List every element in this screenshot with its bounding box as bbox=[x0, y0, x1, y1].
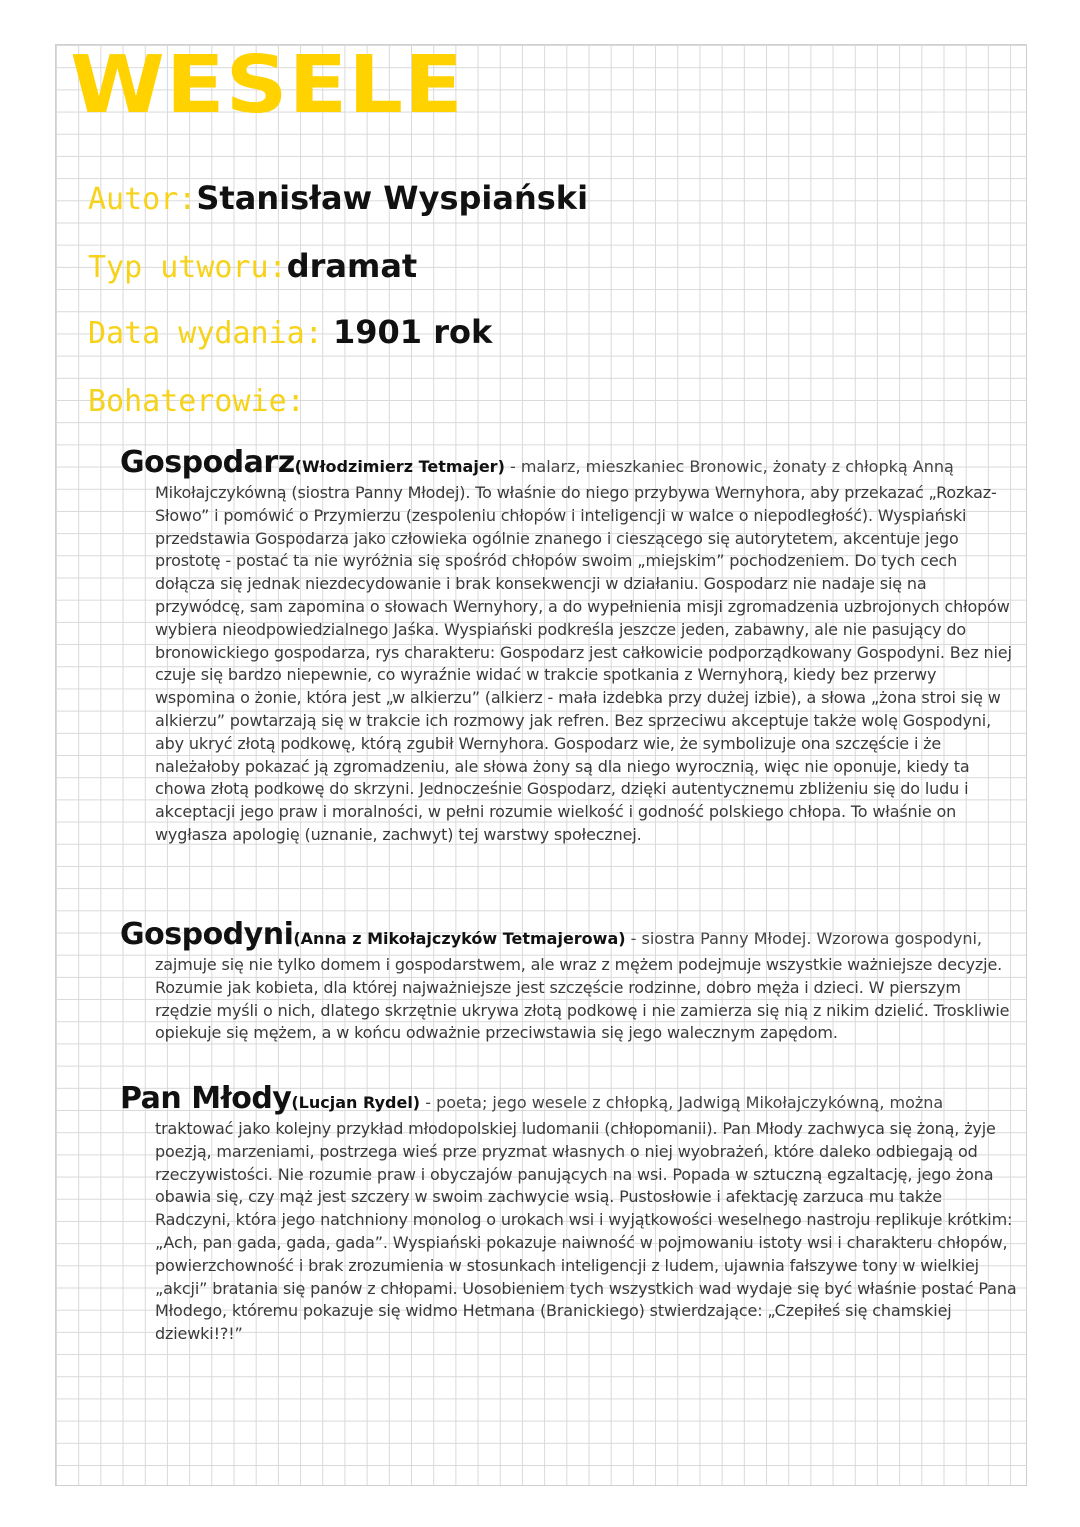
date-value: 1901 rok bbox=[332, 313, 493, 351]
character-intro: - malarz, mieszkaniec Bronowic, żonaty z chłopką Anną bbox=[504, 457, 954, 476]
character-description: Mikołajczykówną (siostra Panny Młodej). To właśnie do niego przybywa Wernyhora, aby przekazać „Rozkaz-Słowo” i pomówić o Przymierzu (zespoleniu chłopów i inteligencji w walce o niepodległość). Wyspiański przedstawia Gospodarza jako człowieka ogólnie znanego i cieszącego się autorytetem, akcentuje jego prostotę - postać ta nie wyróżnia się spośród chłopów swoim „miejskim” pochodzeniem. Do tych cech dołącza się jednak niezdecydowanie i brak konsekwencji w działaniu. Gospodarz nie nadaje się na przywódcę, sam zapomina o słowach Wernyhory, a do wypełnienia misji zgromadzenia uzbrojonych chłopów wybiera nieodpowiedzialnego Jaśka. Wyspiański podkreśla jeszcze jeden, zabawny, ale nie pasujący do bronowickiego gospodarza, rys charakteru: Gospodarz jest całkowicie podporządkowany Gospodyni. Bez niej czuje się bardzo niepewnie, co wyraźnie widać w trakcie spotkania z Wernyhorą, kiedy bez przerwy wspomina o żonie, która jest „w alkierzu” (alkierz - mała izdebka przy dużej izbie), a słowa „żona stroi się w alkierzu” powtarzają się w trakcie ich rozmowy jak refren. Bez sprzeciwu akceptuje także wolę Gospodyni, aby ukryć złotą podkowę, którą zgubił Wernyhora. Gospodarz wie, że symbolizuje ona szczęście i że należałoby pokazać ją zgromadzeniu, ale słowa żony są dla niego wyrocznią, więc nie oponuje, kiedy ta chowa złotą podkowę do skrzyni. Jednocześnie Gospodarz, dzięki autentycznemu zbliżeniu się do ludu i akceptacji jego praw i moralności, w pełni rozumie wielkość i godność polskiego chłopa. To właśnie on wygłasza apologię (uznanie, zachwyt) tej warstwy społecznej. bbox=[155, 483, 1012, 844]
character-real-name: (Anna z Mikołajczyków Tetmajerowa) bbox=[293, 929, 626, 948]
character-pan-mlody bbox=[120, 1082, 1020, 1346]
heroes-label: Bohaterowie: bbox=[88, 384, 305, 419]
author-label: Autor: bbox=[88, 182, 197, 217]
author-row bbox=[88, 179, 589, 217]
date-label: Data wydania: bbox=[88, 316, 323, 351]
heroes-row bbox=[88, 384, 305, 417]
page-title: WESELE bbox=[70, 39, 464, 132]
date-row bbox=[88, 313, 493, 351]
character-intro: - poeta; jego wesele z chłopką, Jadwigą Mikołajczykówną, można bbox=[420, 1093, 944, 1112]
character-description: traktować jako kolejny przykład młodopolskiej ludomanii (chłopomanii). Pan Młody zachwyca się żoną, żyje poezją, marzeniami, postrzega wieś prze pryzmat własnych o niej wyobrażeń, które daleko odbiegają od rzeczywistości. Nie rozumie praw i obyczajów panujących na wsi. Popada w sztuczną egzaltację, jego żona obawia się, czy mąż jest szczery w swoim zachwycie wsią. Pustosłowie i afektację zarzuca mu także Radczyni, która jego natchniony monolog o urokach wsi i wyjątkowości weselnego nastroju replikuje krótkim: „Ach, pan gada, gada, gada”. Wyspiański pokazuje naiwność w pojmowaniu istoty wsi i charakteru chłopów, powierzchowność i brak zrozumienia w stosunkach inteligencji z ludem, ujawnia fałszywe tony w wielkiej „akcji” bratania się panów z chłopami. Uosobieniem tych wszystkich wad wydaje się być właśnie postać Pana Młodego, któremu pokazuje się widmo Hetmana (Branickiego) stwierdzające: „Czepiłeś się chamskiej dziewki!?!” bbox=[155, 1119, 1017, 1344]
character-heading bbox=[120, 1082, 1020, 1120]
author-value: Stanisław Wyspiański bbox=[196, 179, 589, 217]
character-gospodarz bbox=[120, 446, 1020, 847]
type-label: Typ utworu: bbox=[88, 250, 287, 285]
character-intro: - siostra Panny Młodej. Wzorowa gospodyni, bbox=[625, 929, 983, 948]
character-name: Gospodarz bbox=[120, 445, 295, 480]
character-real-name: (Włodzimierz Tetmajer) bbox=[294, 457, 505, 476]
character-real-name: (Lucjan Rydel) bbox=[291, 1093, 421, 1112]
type-value: dramat bbox=[286, 247, 418, 285]
character-gospodyni bbox=[120, 918, 1020, 1045]
character-name: Gospodyni bbox=[120, 917, 294, 952]
character-heading bbox=[120, 446, 1020, 484]
character-name: Pan Młody bbox=[120, 1081, 292, 1116]
character-heading bbox=[120, 918, 1020, 956]
character-description: zajmuje się nie tylko domem i gospodarstwem, ale wraz z mężem podejmuje wszystkie ważniejsze decyzje. Rozumie jak kobieta, dla której najważniejsze jest szczęście rodzinne, dobro męża i dzieci. W pierszym rzędzie myśli o nich, dlatego skrzętnie ukrywa złotą podkowę i nie zamierza się nią z nikim dzielić. Troskliwie opiekuje się mężem, a w końcu odważnie przeciwstawia się jego walecznym zapędom. bbox=[155, 955, 1010, 1043]
type-row bbox=[88, 247, 418, 285]
